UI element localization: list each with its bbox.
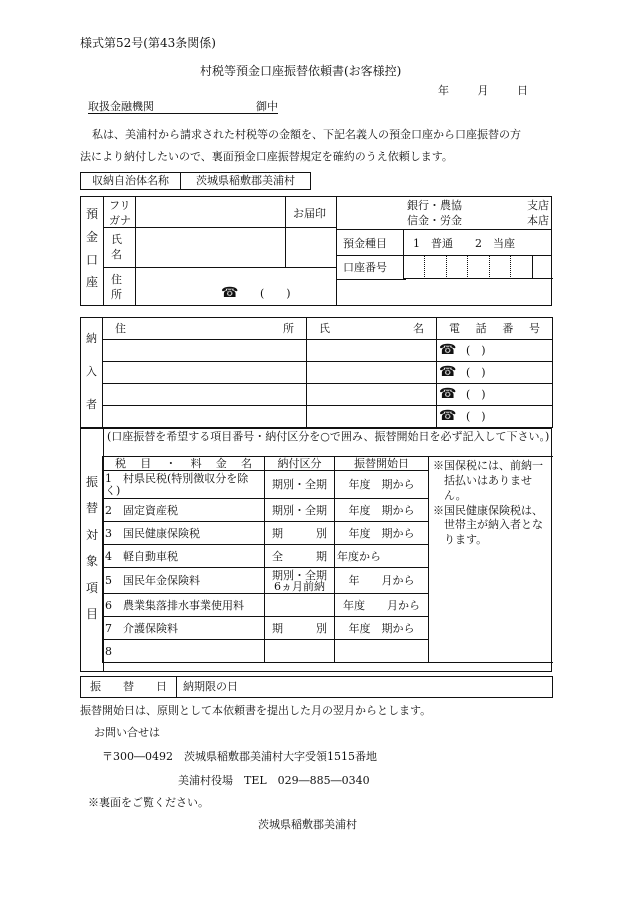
addressee-suffix: 御中 <box>256 100 278 113</box>
date-year: 年 <box>438 84 449 97</box>
addressee-line <box>88 100 278 114</box>
deposit-types: 1 普通 2 当座 <box>413 237 515 250</box>
payer-name-cell[interactable] <box>307 340 437 362</box>
payer-address-cell[interactable] <box>103 406 307 428</box>
payer-side-label: 納 入 者 <box>81 318 103 428</box>
transfer-start[interactable]: 年度 期から <box>335 499 429 522</box>
transfer-date-label: 振 替 日 <box>81 677 177 698</box>
payer-name-cell[interactable] <box>307 384 437 406</box>
payer-header-address: 住 所 <box>103 318 307 340</box>
account-number-boxes <box>403 255 553 279</box>
bank-types: 銀行・農協 信金・労金 <box>407 199 462 227</box>
back-note: ※裏面をご覧ください。 <box>88 796 209 809</box>
transfer-header-item: 税 目 ・ 料 金 名 <box>103 457 265 471</box>
transfer-division[interactable] <box>265 640 335 663</box>
note-2: ※国民健康保険税は、世帯主が納入者となります。 <box>433 503 543 547</box>
transfer-division[interactable]: 期 別 <box>265 617 335 640</box>
phone-icon: ☎ <box>221 285 239 301</box>
transfer-division[interactable]: 期別・全期 <box>265 471 335 499</box>
transfer-notes <box>429 457 553 663</box>
transfer-instruction: (口座振替を希望する項目番号・納付区分を○で囲み、振替開始日を必ず記入して下さい。) <box>107 430 550 443</box>
transfer-division[interactable]: 期別・全期 6ヵ月前納 <box>265 568 335 594</box>
transfer-start[interactable]: 年度 期から <box>335 617 429 640</box>
transfer-item: 7 介護保険料 <box>103 617 265 640</box>
collector-table <box>80 172 311 190</box>
transfer-item: 5 国民年金保険料 <box>103 568 265 594</box>
phone-icon: ☎ <box>439 342 457 359</box>
transfer-start[interactable]: 年度 期から <box>335 471 429 499</box>
transfer-item: 6 農業集落排水事業使用料 <box>103 594 265 617</box>
issuer: 茨城県稲敷郡美浦村 <box>258 818 357 831</box>
payer-row <box>81 384 553 406</box>
transfer-division[interactable] <box>265 594 335 617</box>
account-side-label: 預 金 口 座 <box>85 207 98 290</box>
account-section <box>80 196 552 306</box>
payer-header-phone: 電 話 番 号 <box>437 318 553 340</box>
transfer-date-value: 納期限の日 <box>177 677 553 698</box>
name-label: 氏 名 <box>111 233 122 261</box>
payer-name-cell[interactable] <box>307 362 437 384</box>
transfer-start[interactable]: 年度 月から <box>335 594 429 617</box>
payer-phone-cell[interactable]: ☎ ( ) <box>437 340 553 362</box>
seal-label: お届印 <box>293 207 326 220</box>
date-day: 日 <box>517 84 528 97</box>
transfer-start[interactable]: 年度から <box>335 545 429 568</box>
transfer-start[interactable] <box>335 640 429 663</box>
intro-line-1: 私は、美浦村から請求された村税等の金額を、下記名義人の預金口座から口座振替の方 <box>92 128 521 141</box>
transfer-side-label: 振 替 対 象 項 目 <box>85 475 98 621</box>
payer-address-cell[interactable] <box>103 384 307 406</box>
form-number: 様式第52号(第43条関係) <box>80 36 216 50</box>
transfer-item: 2 固定資産税 <box>103 499 265 522</box>
phone-icon: ☎ <box>439 408 457 425</box>
office-tel: 美浦村役場 TEL 029―885―0340 <box>178 774 370 787</box>
intro-text <box>80 124 558 168</box>
payer-table <box>80 317 553 428</box>
branch-types: 支店 本店 <box>527 199 549 227</box>
account-number-label: 口座番号 <box>343 261 387 274</box>
start-note: 振替開始日は、原則として本依頼書を提出した月の翌月からとします。 <box>80 704 432 717</box>
payer-address-cell[interactable] <box>103 362 307 384</box>
phone-icon: ☎ <box>439 364 457 381</box>
form-title: 村税等預金口座振替依頼書(お客様控) <box>200 64 402 78</box>
transfer-start[interactable]: 年度 期から <box>335 522 429 545</box>
note-1: ※国保税には、前納一括払いはありません。 <box>433 459 543 502</box>
transfer-header-division: 納付区分 <box>265 457 335 471</box>
phone-icon: ☎ <box>439 386 457 403</box>
payer-phone-cell[interactable]: ☎ ( ) <box>437 362 553 384</box>
payer-address-cell[interactable] <box>103 340 307 362</box>
intro-line-2: 法により納付したいので、裏面預金口座振替規定を確約のうえ依頼します。 <box>80 150 453 163</box>
payer-phone-cell[interactable]: ☎ ( ) <box>437 406 553 428</box>
transfer-date-table <box>80 676 553 698</box>
contact-label: お問い合せは <box>94 726 160 739</box>
transfer-division[interactable]: 期別・全期 <box>265 499 335 522</box>
collector-label: 収納自治体名称 <box>81 173 181 190</box>
transfer-item: 1 村県民税(特別徴収分を除く) <box>103 471 265 499</box>
furigana-label: フリ ガナ <box>109 199 131 227</box>
bank-label: 取扱金融機関 <box>88 100 154 113</box>
collector-value: 茨城県稲敷郡美浦村 <box>181 173 311 190</box>
transfer-item: 8 <box>103 640 265 663</box>
payer-row <box>81 406 553 428</box>
transfer-start[interactable]: 年 月から <box>335 568 429 594</box>
transfer-item: 4 軽自動車税 <box>103 545 265 568</box>
transfer-division[interactable]: 全 期 <box>265 545 335 568</box>
date-month: 月 <box>477 84 489 97</box>
address-label: 住 所 <box>111 273 122 301</box>
transfer-header-start: 振替開始日 <box>335 457 429 471</box>
payer-name-cell[interactable] <box>307 406 437 428</box>
payer-row <box>81 362 553 384</box>
date-line <box>438 84 528 97</box>
account-phone: ☎ ( ) <box>221 285 291 301</box>
deposit-type-label: 預金種目 <box>343 237 387 250</box>
postal-address: 〒300―0492 茨城県稲敷郡美浦村大字受領1515番地 <box>102 750 377 763</box>
payer-phone-cell[interactable]: ☎ ( ) <box>437 384 553 406</box>
transfer-item: 3 国民健康保険税 <box>103 522 265 545</box>
payer-header-name: 氏 名 <box>307 318 437 340</box>
transfer-table <box>102 456 553 663</box>
transfer-division[interactable]: 期 別 <box>265 522 335 545</box>
payer-row <box>81 340 553 362</box>
